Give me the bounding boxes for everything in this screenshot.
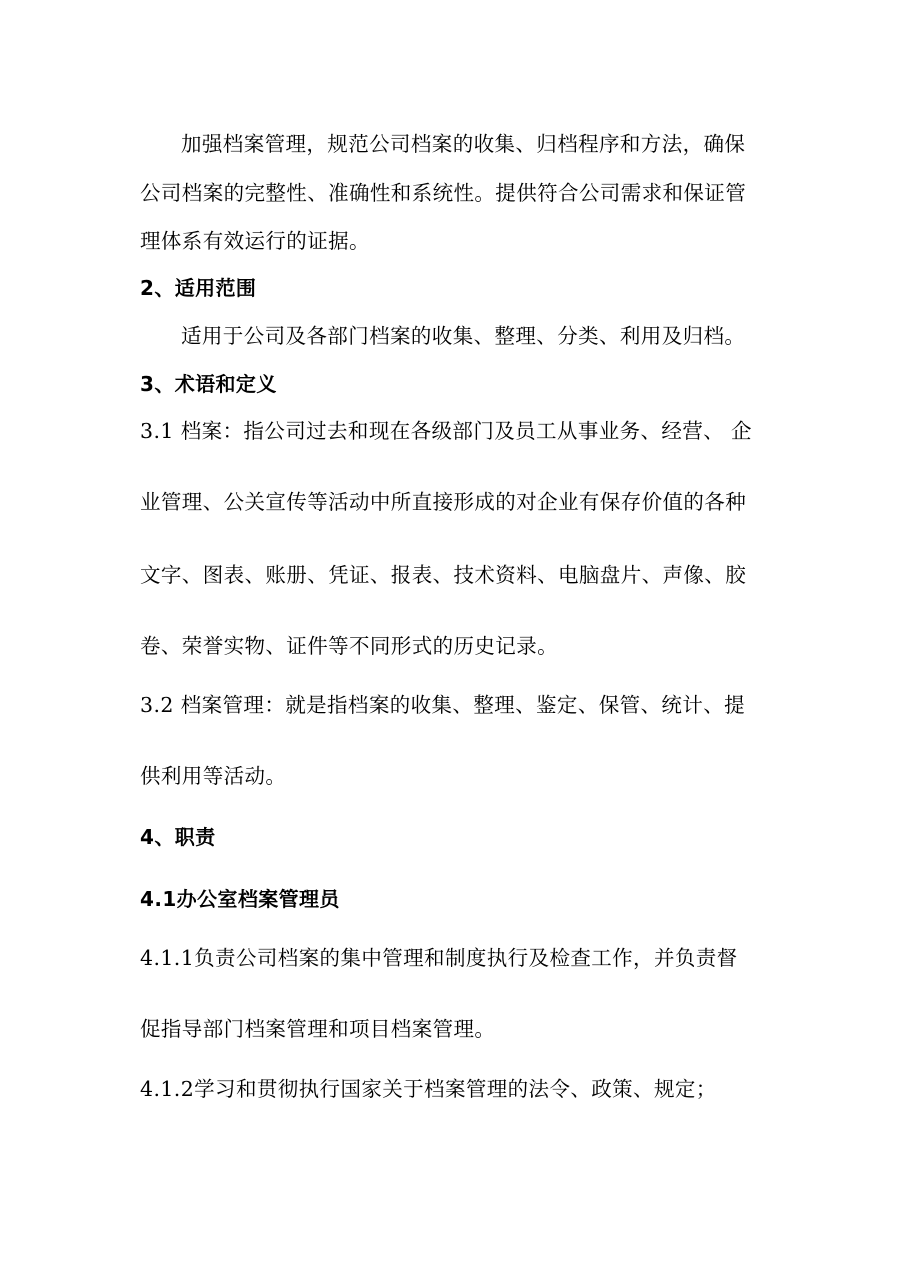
paragraph-purpose-line-1: 加强档案管理，规范公司档案的收集、归档程序和方法，确保 bbox=[181, 132, 746, 156]
section-heading-scope: 2、适用范围 bbox=[140, 276, 257, 300]
paragraph-purpose-line-3: 理体系有效运行的证据。 bbox=[140, 229, 370, 253]
paragraph-4-1-1-line-2: 促指导部门档案管理和项目档案管理。 bbox=[140, 1017, 496, 1041]
paragraph-term-3-1-line-1: 3.1 档案：指公司过去和现在各级部门及员工从事业务、经营、 企 bbox=[140, 419, 752, 443]
paragraph-term-3-1-line-2: 业管理、公关宣传等活动中所直接形成的对企业有保存价值的各种 bbox=[140, 490, 747, 514]
paragraph-4-1-2: 4.1.2学习和贯彻执行国家关于档案管理的法令、政策、规定； bbox=[140, 1077, 717, 1101]
paragraph-term-3-2-line-2: 供利用等活动。 bbox=[140, 764, 287, 788]
paragraph-purpose-line-2: 公司档案的完整性、准确性和系统性。提供符合公司需求和保证管 bbox=[140, 181, 747, 205]
section-heading-responsibilities: 4、职责 bbox=[140, 825, 216, 849]
subsection-heading-4-1: 4.1办公室档案管理员 bbox=[140, 887, 340, 911]
paragraph-scope: 适用于公司及各部门档案的收集、整理、分类、利用及归档。 bbox=[181, 324, 746, 348]
section-heading-terms: 3、术语和定义 bbox=[140, 372, 277, 396]
paragraph-term-3-1-line-4: 卷、荣誉实物、证件等不同形式的历史记录。 bbox=[140, 634, 558, 658]
paragraph-4-1-1-line-1: 4.1.1负责公司档案的集中管理和制度执行及检查工作，并负责督 bbox=[140, 946, 738, 970]
paragraph-term-3-1-line-3: 文字、图表、账册、凭证、报表、技术资料、电脑盘片、声像、胶 bbox=[140, 563, 747, 587]
paragraph-term-3-2-line-1: 3.2 档案管理：就是指档案的收集、整理、鉴定、保管、统计、提 bbox=[140, 693, 746, 717]
